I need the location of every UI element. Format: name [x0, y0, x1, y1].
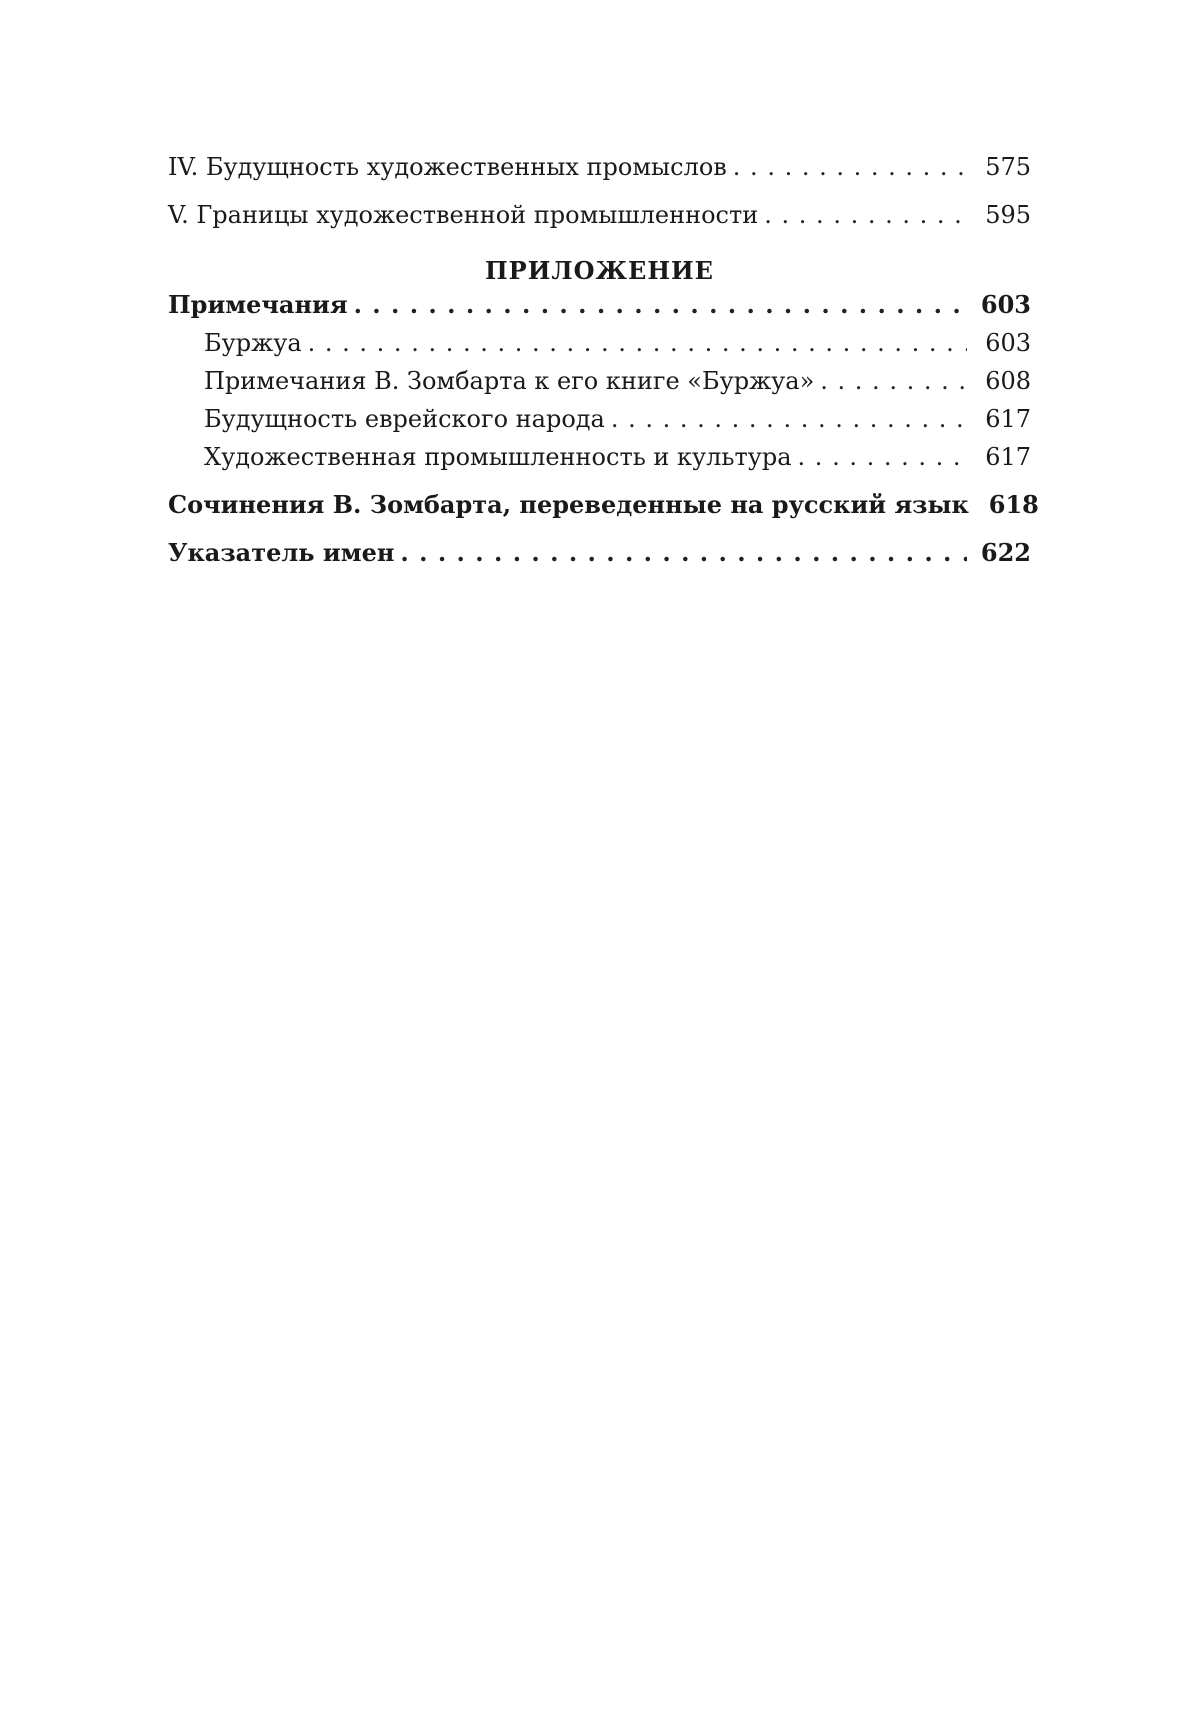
- toc-entry-page: 575: [985, 153, 1031, 181]
- toc-subentry[interactable]: [168, 402, 1031, 436]
- toc-entry-title: IV. Будущность художественных промыслов: [168, 153, 727, 181]
- toc-entry-title: V. Границы художественной промышленности: [168, 201, 759, 229]
- toc-entry-notes[interactable]: [168, 288, 1031, 322]
- toc-entry-page: 608: [985, 367, 1031, 395]
- dot-leader: [611, 402, 967, 436]
- dot-leader: [308, 326, 967, 360]
- toc-entry-title: Примечания: [168, 290, 348, 319]
- toc-entry[interactable]: [168, 150, 1031, 184]
- dot-leader: [820, 364, 967, 398]
- toc-entry-page: 618: [988, 490, 1039, 519]
- appendix-heading: ПРИЛОЖЕНИЕ: [485, 256, 714, 285]
- dot-leader: [354, 288, 967, 322]
- toc-entry-page: 617: [985, 405, 1031, 433]
- toc-entry[interactable]: [168, 198, 1031, 232]
- toc-entry-title: Указатель имен: [168, 538, 395, 567]
- dot-leader: [798, 440, 967, 474]
- dot-leader: [733, 150, 967, 184]
- toc-entry-index[interactable]: [168, 536, 1031, 570]
- toc-entry-page: 603: [985, 329, 1031, 357]
- toc-entry-title: Буржуа: [204, 329, 302, 357]
- toc-entry-title: Художественная промышленность и культура: [204, 443, 792, 471]
- dot-leader: [400, 536, 967, 570]
- toc-entry-title: Будущность еврейского народа: [204, 405, 605, 433]
- toc-entry-page: 603: [980, 290, 1031, 319]
- table-of-contents: [168, 150, 1039, 570]
- toc-subentry[interactable]: [168, 326, 1031, 360]
- toc-subentry[interactable]: [168, 440, 1031, 474]
- toc-subentry[interactable]: [168, 364, 1031, 398]
- toc-entry-works[interactable]: [168, 488, 1039, 522]
- toc-entry-page: 617: [985, 443, 1031, 471]
- toc-entry-title: Примечания В. Зомбарта к его книге «Буржуа»: [204, 367, 815, 395]
- dot-leader: [764, 198, 967, 232]
- toc-entry-page: 595: [985, 201, 1031, 229]
- toc-entry-title: Сочинения В. Зомбарта, переведенные на русский язык: [168, 490, 969, 519]
- toc-entry-page: 622: [980, 538, 1031, 567]
